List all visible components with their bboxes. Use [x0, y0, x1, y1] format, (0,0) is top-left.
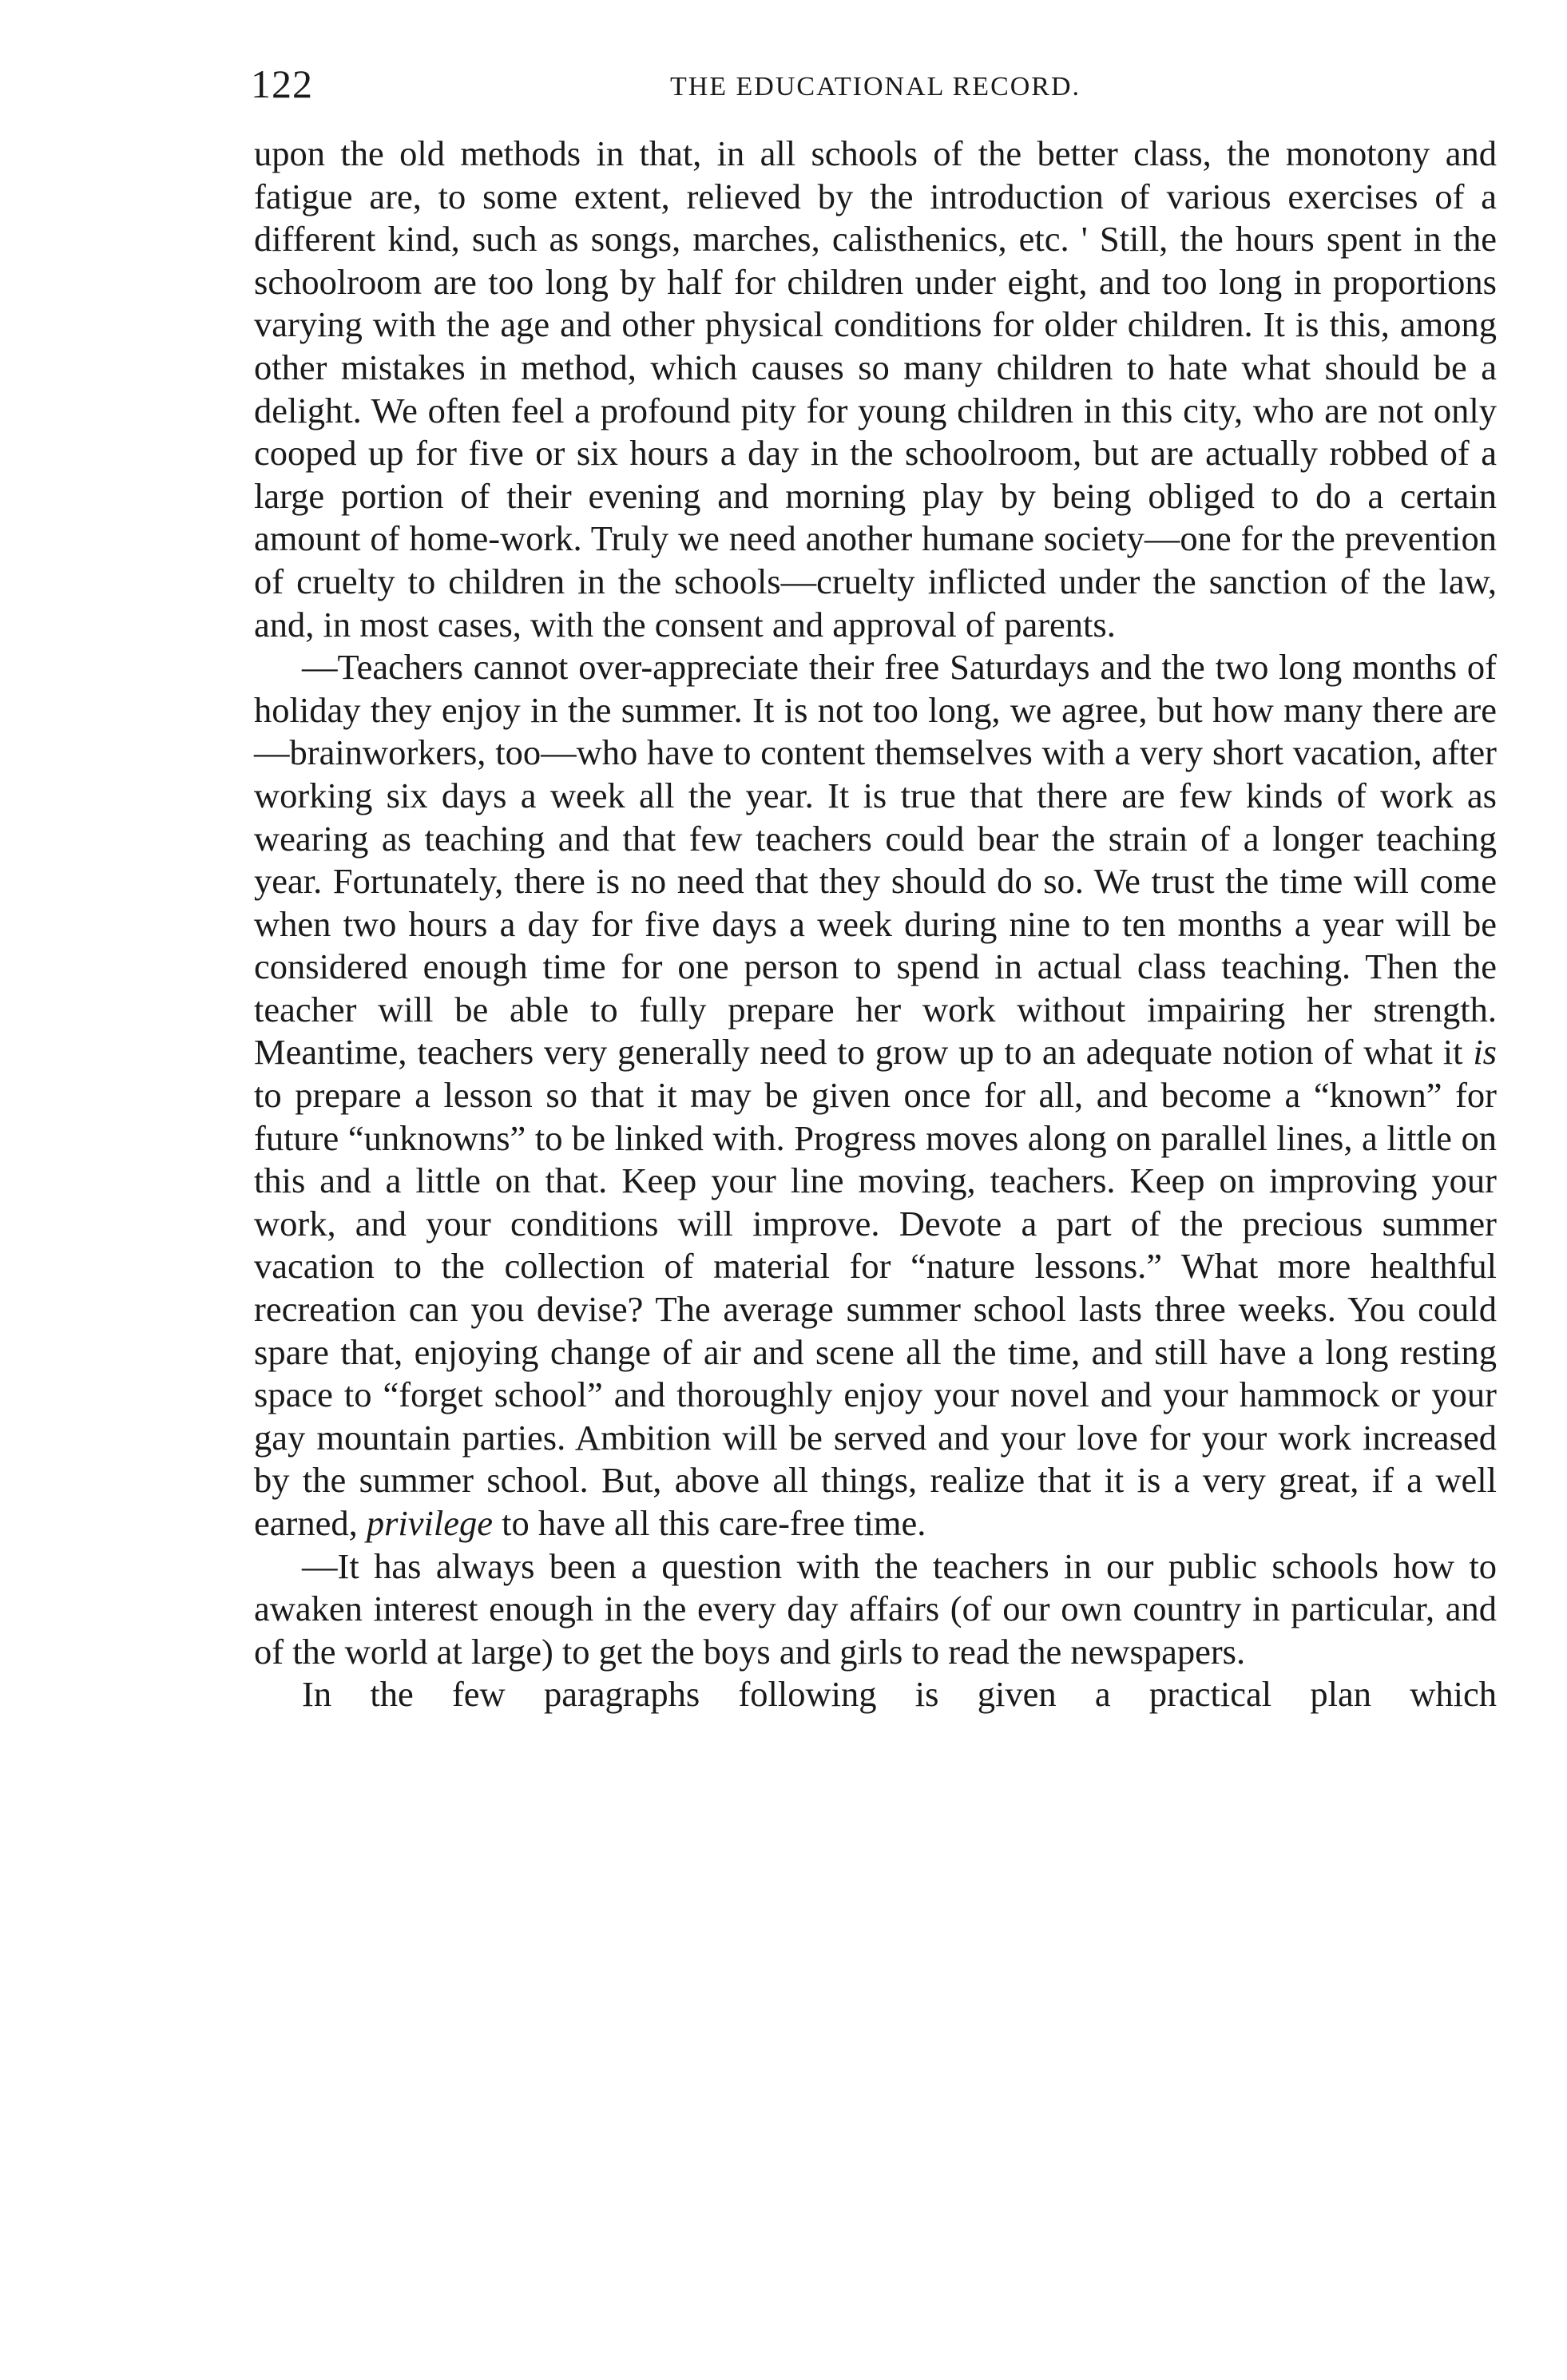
paragraph-summer-holiday [254, 646, 1497, 1545]
body-text [254, 133, 1497, 1716]
paragraph-text: —It has always been a question with the teachers in our public schools how to awaken interest enough in the every day affairs (of our own country in particular, and of the world at large) to get the boys and girls to read the newspapers. [254, 1545, 1497, 1672]
paragraph-text: —Teachers cannot over-appreciate their free Saturdays and the two long months of holiday they enjoy in the summer. It is not too long, we agree, but how many there are—brainworkers, too—who have to content themselves with a very short vacation, after working six days a week all the year. It is true that there are few kinds of work as wearing as teaching and that few teachers could bear the strain of a longer teaching year. Fortunately, there is no need that they should do so. We trust the time will come when two hours a day for five days a week during nine to ten months a year will be considered enough time for one person to spend in actual class teaching. Then the teacher will be able to fully prepare her work without impairing her strength. Meantime, teachers very generally need to grow up to an adequate notion of what it [254, 647, 1497, 1073]
paragraph-text: to prepare a lesson so that it may be given once for all, and become a “known” for future “unknowns” to be linked with. Progress moves along on parallel lines, a little on this and a little on that. Keep your line moving, teachers. Keep on improving your work, and your conditions will improve. Devote a part of the precious summer vacation to the collection of material for “nature lessons.” What more healthful recreation can you devise? The average summer school lasts three weeks. You could spare that, enjoying change of air and scene all the time, and still have a long resting space to “forget school” and thoroughly enjoy your novel and your hammock or your gay mountain parties. Ambition will be served and your love for your work increased by the summer school. But, above all things, realize that it is a very great, if a well earned, [254, 1075, 1497, 1543]
paragraph-newspapers [254, 1545, 1497, 1674]
emphasis-is: is [1473, 1032, 1497, 1073]
journal-title: THE EDUCATIONAL RECORD. [669, 72, 1081, 101]
page-number: 122 [251, 61, 313, 106]
emphasis-privilege: privilege [366, 1503, 493, 1543]
paragraph-text: In the few paragraphs following is given a practical plan which [302, 1674, 1497, 1715]
paragraph-practical-plan [254, 1673, 1497, 1716]
paragraph-text: to have all this care-free time. [493, 1503, 926, 1543]
document-page [251, 56, 1497, 1716]
paragraph-text: upon the old methods in that, in all schools of the better class, the monotony and fatigue are, to some extent, relieved by the introduction of various exercises of a different kind, such as songs, marches, calisthenics, etc. ' Still, the hours spent in the schoolroom are too long by half for children under eight, and too long in proportions varying with the age and other physical conditions for older children. It is this, among other mistakes in method, which causes so many children to hate what should be a delight. We often feel a profound pity for young children in this city, who are not only cooped up for five or six hours a day in the schoolroom, but are actually robbed of a large portion of their evening and morning play by being obliged to do a certain amount of home-work. Truly we need another humane society—one for the prevention of cruelty to children in the schools—cruelty inflicted under the sanction of the law, and, in most cases, with the consent and approval of parents. [254, 133, 1497, 645]
paragraph-school-hours [254, 133, 1497, 646]
running-head [251, 56, 1497, 112]
